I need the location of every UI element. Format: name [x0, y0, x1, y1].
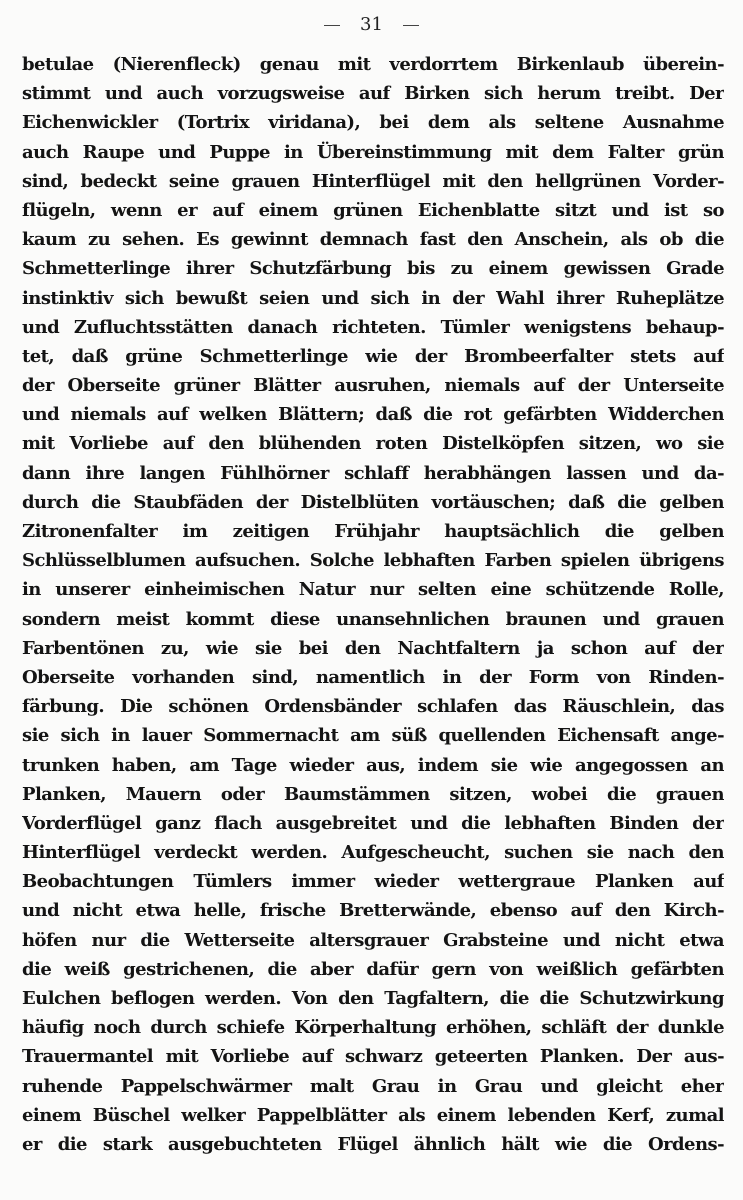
text-line: dann ihre langen Fühlhörner schlaff herabhängen lassen und da- [22, 462, 724, 484]
text-line: Vorderflügel ganz flach ausgebreitet und die lebhaften Binden der [22, 812, 724, 834]
text-line: Schmetterlinge ihrer Schutzfärbung bis zu einem gewissen Grade [22, 258, 724, 280]
text-line: auch Raupe und Puppe in Übereinstimmung mit dem Falter grün [22, 141, 724, 163]
text-line: und nicht etwa helle, frische Bretterwände, ebenso auf den Kirch- [22, 900, 724, 922]
text-line: und niemals auf welken Blättern; daß die rot gefärbten Widderchen [22, 404, 724, 426]
page-number: 31 [360, 14, 383, 35]
text-line: flügeln, wenn er auf einem grünen Eichenblatte sitzt und ist so [22, 199, 724, 221]
text-line: Oberseite vorhanden sind, namentlich in der Form von Rinden- [22, 666, 724, 688]
text-line: trunken haben, am Tage wieder aus, indem sie wie angegossen an [22, 754, 724, 776]
text-line: häufig noch durch schiefe Körperhaltung erhöhen, schläft der dunkle [22, 1017, 724, 1039]
text-line: der Oberseite grüner Blätter ausruhen, niemals auf der Unterseite [22, 375, 724, 397]
text-line: Beobachtungen Tümlers immer wieder wettergraue Planken auf [22, 871, 724, 893]
text-line: kaum zu sehen. Es gewinnt demnach fast den Anschein, als ob die [22, 229, 724, 251]
text-line: sie sich in lauer Sommernacht am süß quellenden Eichensaft ange- [22, 725, 724, 747]
text-line: Farbentönen zu, wie sie bei den Nachtfaltern ja schon auf der [22, 637, 724, 659]
text-line: stimmt und auch vorzugsweise auf Birken sich herum treibt. Der [22, 83, 724, 105]
page-header [0, 10, 743, 40]
text-line: Planken, Mauern oder Baumstämmen sitzen, wobei die grauen [22, 783, 724, 805]
text-line: die weiß gestrichenen, die aber dafür gern von weißlich gefärbten [22, 958, 724, 980]
text-line: ruhende Pappelschwärmer malt Grau in Grau und gleicht eher [22, 1075, 724, 1097]
text-line: instinktiv sich bewußt seien und sich in der Wahl ihrer Ruheplätze [22, 287, 724, 309]
text-line: und Zufluchtsstätten danach richteten. Tümler wenigstens behaup- [22, 316, 724, 338]
text-line: Zitronenfalter im zeitigen Frühjahr hauptsächlich die gelben [22, 521, 724, 542]
text-line: Schlüsselblumen aufsuchen. Solche lebhaften Farben spielen übrigens [22, 550, 724, 572]
text-line: Hinterflügel verdeckt werden. Aufgescheucht, suchen sie nach den [22, 842, 724, 864]
text-line: betulae (Nierenfleck) genau mit verdorrtem Birkenlaub überein- [22, 54, 724, 75]
text-line: Eulchen beflogen werden. Von den Tagfaltern, die die Schutzwirkung [22, 988, 724, 1009]
header-dash-right [403, 25, 419, 26]
text-line: sondern meist kommt diese unansehnlichen braunen und grauen [22, 608, 724, 630]
text-line: mit Vorliebe auf den blühenden roten Distelköpfen sitzen, wo sie [22, 433, 724, 455]
text-line: färbung. Die schönen Ordensbänder schlafen das Räuschlein, das [22, 696, 724, 718]
text-line: Trauermantel mit Vorliebe auf schwarz geteerten Planken. Der aus- [22, 1046, 724, 1068]
text-line: tet, daß grüne Schmetterlinge wie der Brombeerfalter stets auf [22, 345, 724, 367]
text-line: einem Büschel welker Pappelblätter als einem lebenden Kerf, zumal [22, 1104, 724, 1126]
text-line: Eichenwickler (Tortrix viridana), bei dem als seltene Ausnahme [22, 112, 724, 134]
body-text [22, 50, 724, 1159]
text-line: in unserer einheimischen Natur nur selten eine schützende Rolle, [22, 579, 724, 601]
text-line: höfen nur die Wetterseite altersgrauer Grabsteine und nicht etwa [22, 929, 724, 951]
header-dash-left [324, 25, 340, 26]
text-line: durch die Staubfäden der Distelblüten vortäuschen; daß die gelben [22, 491, 724, 513]
text-line: er die stark ausgebuchteten Flügel ähnlich hält wie die Ordens- [22, 1133, 724, 1155]
text-line: sind, bedeckt seine grauen Hinterflügel mit den hellgrünen Vorder- [22, 170, 724, 192]
